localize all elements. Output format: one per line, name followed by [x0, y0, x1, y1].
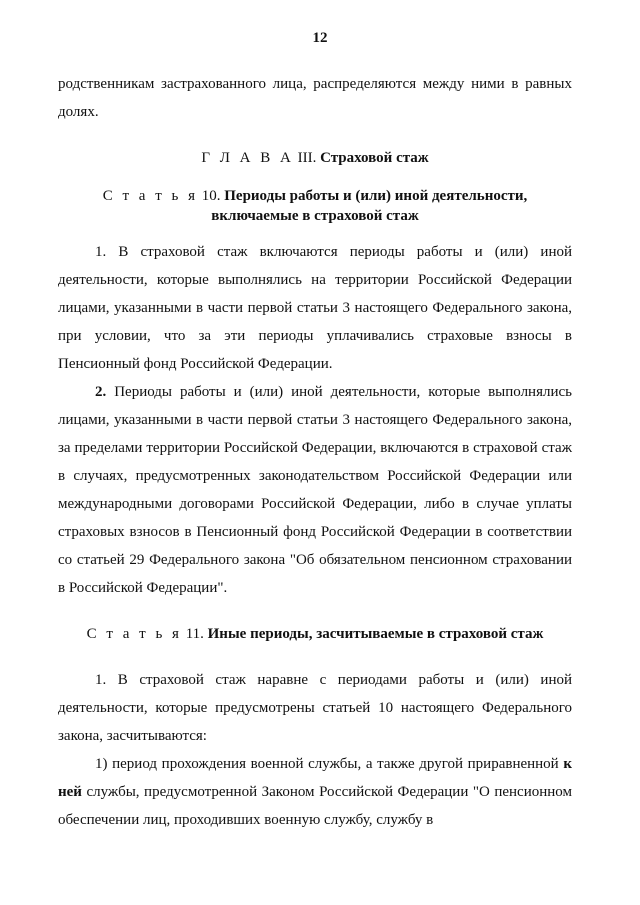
article-10-p1-text: В страховой стаж включаются периоды работы и (или) иной деятельности, которые выполнялись на территории Российской Федерации лицами, указанными в части первой статьи 3 настоящего Федерального закона, при условии, что за эти периоды уплачивались страховые взносы в Пенсионный фонд Российской Федерации.	[58, 244, 572, 372]
article-10-title-line2: включаемые в страховой стаж	[211, 208, 419, 224]
article-10-label: С т а т ь я	[102, 188, 198, 204]
chapter-title: Страховой стаж	[320, 150, 429, 166]
article-11-paragraph-1: 1. В страховой стаж наравне с периодами работы и (или) иной деятельности, которые предусмотрены статьей 10 настоящего Федерального закона, засчитываются:	[58, 672, 572, 744]
article-11-number: 11.	[185, 626, 204, 642]
intro-paragraph: родственникам застрахованного лица, распределяются между ними в равных долях.	[58, 76, 572, 120]
item-1-start: 1) период прохождения военной службы, а также другой приравненной	[95, 756, 559, 772]
article-10-p1-number: 1.	[95, 244, 107, 260]
document-body	[58, 70, 572, 834]
article-10-paragraph-2	[58, 378, 572, 602]
article-11-heading	[58, 620, 572, 648]
chapter-label: Г Л А В А	[201, 150, 294, 166]
article-10-number: 10.	[201, 188, 221, 204]
article-10-p2-number: 2.	[95, 384, 107, 400]
item-1-k: к	[563, 756, 573, 772]
item-1-rest: службы, предусмотренной Законом Российской Федерации "О пенсионном обеспечении лиц, проходивших военную службу, службу в	[58, 784, 572, 828]
article-11-label: С т а т ь я	[86, 626, 182, 642]
article-10-p2-text: Периоды работы и (или) иной деятельности, которые выполнялись лицами, указанными в части первой статьи 3 настоящего Федерального закона, за пределами территории Российской Федерации, включаются в страховой стаж в случаях, предусмотренных законодательством Российской Федерации или международными договорами Российской Федерации, либо в случае уплаты страховых взносов в Пенсионный фонд Российской Федерации в соответствии со статьей 29 Федерального закона "Об обязательном пенсионном страховании в Российской Федерации".	[58, 384, 572, 596]
chapter-numeral: III.	[297, 150, 317, 166]
item-1-bold-word: ней	[58, 784, 82, 800]
page-number: 12	[312, 30, 328, 46]
article-11-title: Иные периоды, засчитываемые в страховой стаж	[207, 626, 544, 642]
article-11-item-1	[58, 750, 572, 834]
article-10-paragraph-1	[58, 238, 572, 378]
article-10-heading	[58, 186, 572, 226]
article-10-title: Периоды работы и (или) иной деятельности,	[224, 188, 528, 204]
chapter-heading	[58, 144, 572, 172]
